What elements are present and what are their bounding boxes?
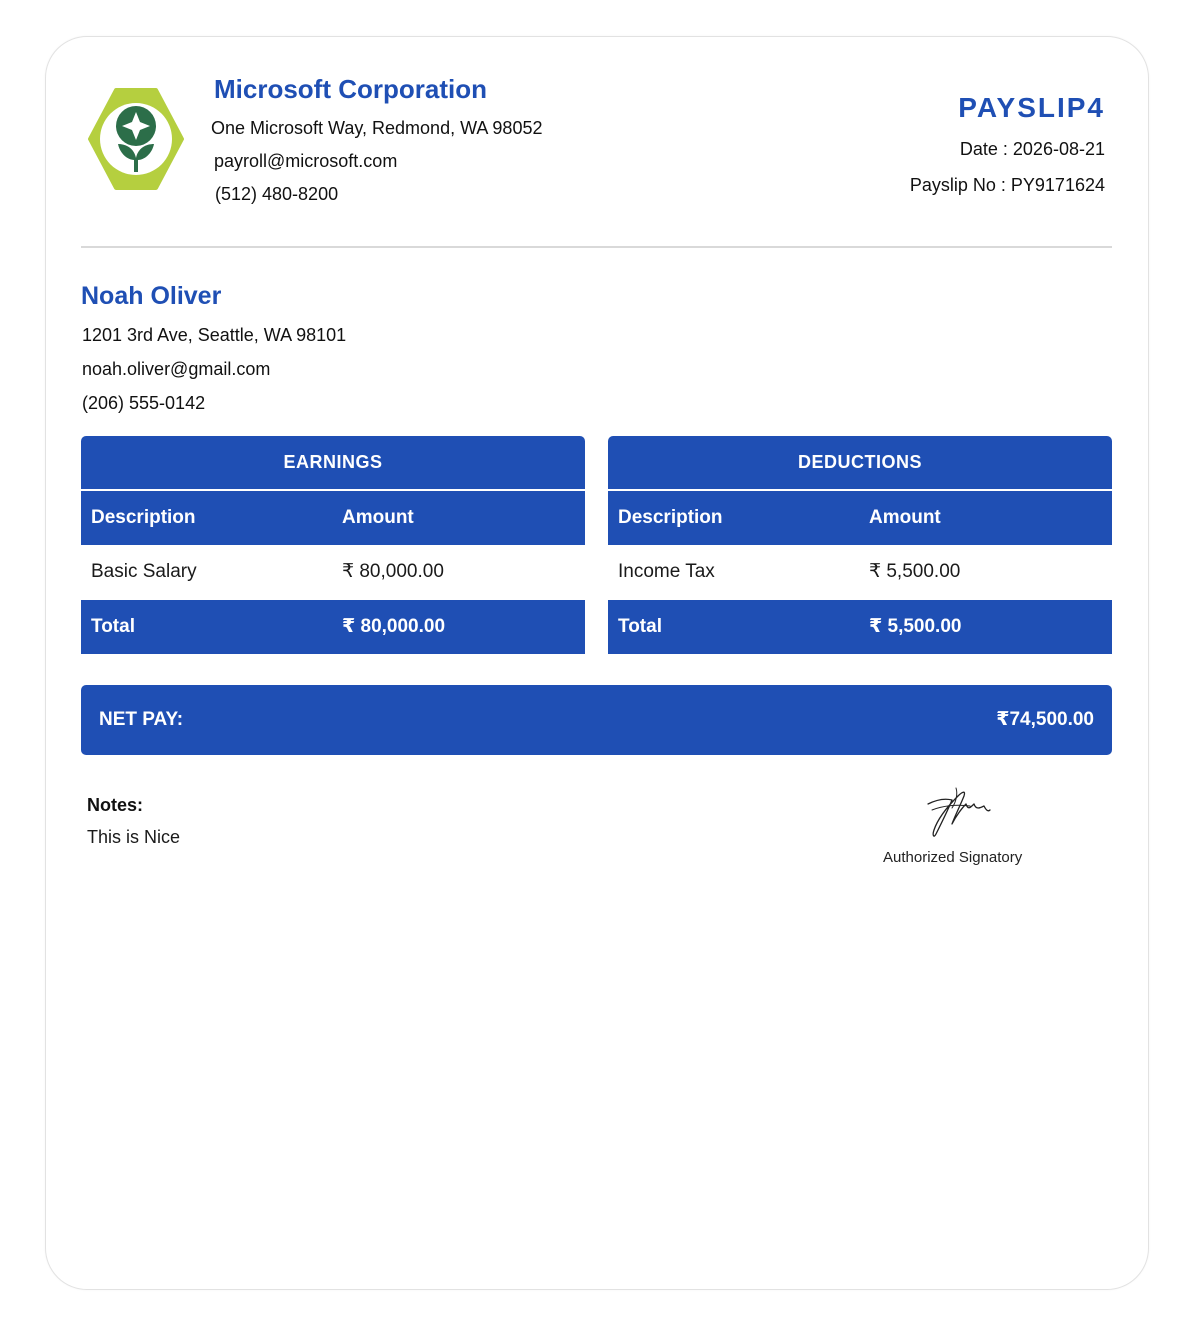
net-pay-bar: [81, 685, 1112, 755]
payslip-date: Date : 2026-08-21: [959, 139, 1105, 159]
company-email: payroll@microsoft.com: [214, 151, 398, 171]
table-row: [608, 545, 1112, 599]
signature-icon: [922, 784, 994, 840]
net-pay-label: NET PAY:: [99, 709, 184, 730]
notes-label: Notes:: [87, 795, 144, 815]
deductions-column-header: [608, 491, 1112, 545]
deductions-total-row: [608, 600, 1112, 654]
row-amount: ₹ 5,500.00: [869, 561, 961, 582]
earnings-table: [81, 436, 585, 654]
column-description: Description: [91, 507, 196, 528]
payslip-title: PAYSLIP4: [958, 92, 1105, 123]
deductions-table: [608, 436, 1112, 654]
company-logo-icon: [88, 88, 184, 190]
row-description: Income Tax: [618, 561, 715, 582]
total-label: Total: [91, 616, 135, 637]
employee-address: 1201 3rd Ave, Seattle, WA 98101: [82, 325, 347, 345]
earnings-heading: EARNINGS: [81, 436, 585, 489]
earnings-total-row: [81, 600, 585, 654]
notes-text: This is Nice: [87, 827, 181, 847]
total-amount: ₹ 80,000.00: [342, 616, 446, 637]
employee-email: noah.oliver@gmail.com: [82, 359, 271, 379]
company-address: One Microsoft Way, Redmond, WA 98052: [211, 118, 543, 138]
payslip-card: [45, 36, 1149, 1290]
company-phone: (512) 480-8200: [215, 184, 339, 204]
total-amount: ₹ 5,500.00: [869, 616, 962, 637]
header-divider: [81, 246, 1112, 248]
column-description: Description: [618, 507, 723, 528]
row-description: Basic Salary: [91, 561, 197, 582]
deductions-heading: DEDUCTIONS: [608, 436, 1112, 489]
total-label: Total: [618, 616, 662, 637]
authorized-signatory-label: Authorized Signatory: [883, 849, 1023, 866]
column-amount: Amount: [869, 507, 941, 528]
row-amount: ₹ 80,000.00: [342, 561, 444, 582]
column-amount: Amount: [342, 507, 414, 528]
company-name: Microsoft Corporation: [214, 74, 487, 104]
net-pay-value: ₹74,500.00: [996, 709, 1094, 730]
table-row: [81, 545, 585, 599]
earnings-column-header: [81, 491, 585, 545]
employee-phone: (206) 555-0142: [82, 393, 206, 413]
employee-name: Noah Oliver: [81, 282, 222, 310]
payslip-number: Payslip No : PY9171624: [909, 175, 1105, 195]
